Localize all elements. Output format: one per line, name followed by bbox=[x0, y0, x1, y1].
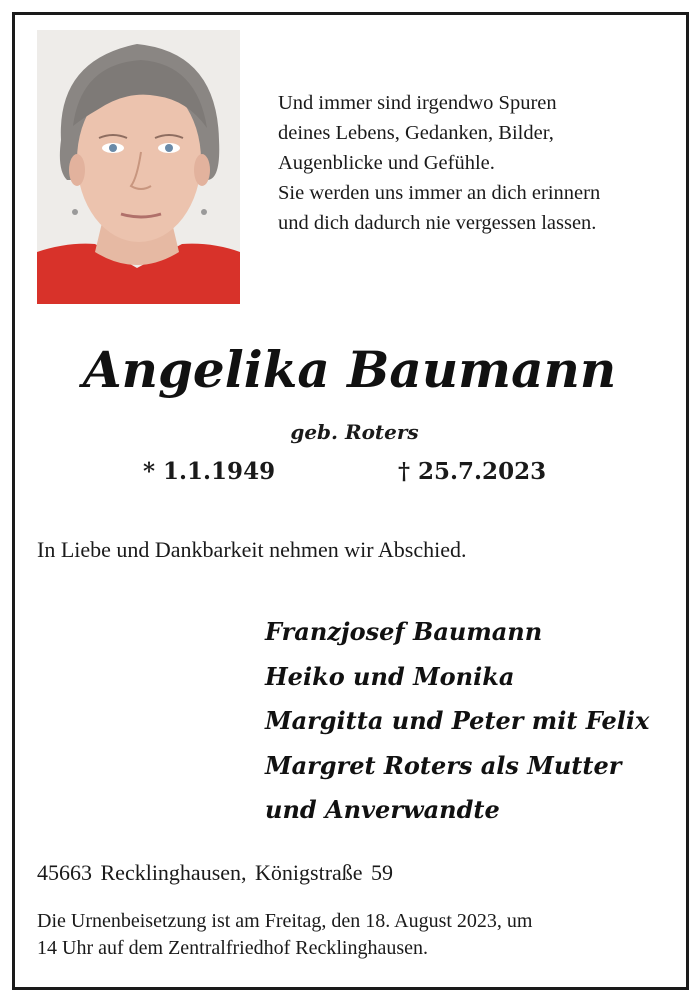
born-name: geb. Roters bbox=[290, 420, 419, 444]
poem bbox=[278, 88, 668, 238]
poem-line: und dich dadurch nie vergessen lassen. bbox=[278, 212, 597, 234]
funeral-line: Die Urnenbeisetzung ist am Freitag, den 18. August 2023, um bbox=[37, 910, 533, 932]
portrait-photo bbox=[37, 30, 240, 304]
birth-date: * 1.1.1949 bbox=[143, 458, 276, 485]
mourner-name: Heiko und Monika bbox=[265, 661, 515, 691]
farewell-text: In Liebe und Dankbarkeit nehmen wir Abschied. bbox=[37, 537, 467, 562]
death-date: † 25.7.2023 bbox=[398, 458, 547, 485]
address: 45663 Recklinghausen, Königstraße 59 bbox=[37, 860, 394, 885]
mourner-name: Margret Roters als Mutter bbox=[265, 750, 622, 780]
poem-line: Augenblicke und Gefühle. bbox=[278, 152, 495, 174]
poem-line: Sie werden uns immer an dich erinnern bbox=[278, 182, 601, 204]
mourner-name: Margitta und Peter mit Felix bbox=[265, 706, 650, 735]
funeral-notice bbox=[37, 908, 667, 962]
mourners-list bbox=[265, 610, 649, 833]
poem-line: Und immer sind irgendwo Spuren bbox=[278, 92, 557, 114]
mourner-name: und Anverwandte bbox=[265, 795, 500, 824]
funeral-line: 14 Uhr auf dem Zentralfriedhof Recklinghausen. bbox=[37, 937, 428, 959]
mourner-name: Franzjosef Baumann bbox=[265, 617, 543, 646]
deceased-name: Angelika Baumann bbox=[82, 340, 617, 399]
poem-line: deines Lebens, Gedanken, Bilder, bbox=[278, 122, 554, 144]
